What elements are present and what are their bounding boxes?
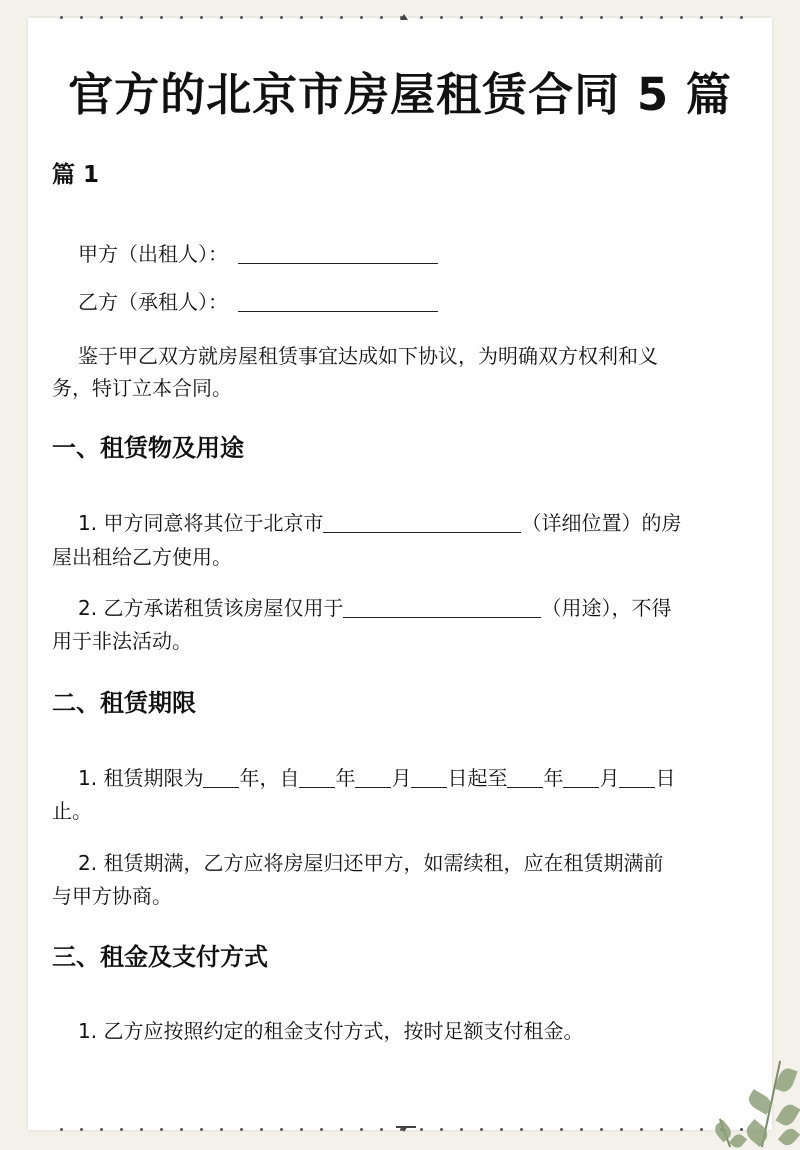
party-a-label: 甲方（出租人）： (78, 242, 228, 266)
s2-text-e: 日起至 (447, 766, 508, 790)
border-dot (460, 16, 463, 19)
border-dot (280, 16, 283, 19)
border-dot (580, 16, 583, 19)
section-1-heading: 一、租赁物及用途 (52, 434, 244, 462)
border-dot (600, 16, 603, 19)
border-dot (740, 16, 743, 19)
party-b-label: 乙方（承租人）： (78, 290, 228, 314)
border-dot (600, 1128, 603, 1131)
border-dot (60, 16, 63, 19)
border-dot (500, 16, 503, 19)
section-3-heading: 三、租金及支付方式 (52, 943, 268, 971)
usage-blank (343, 595, 541, 618)
start-month-blank (355, 765, 391, 788)
border-dot (660, 1128, 663, 1131)
s1-item2-suffix: （用途），不得 (541, 596, 672, 620)
chapter-heading: 篇 1 (52, 162, 100, 188)
border-dot (520, 1128, 523, 1131)
border-dot (380, 1128, 383, 1131)
years-blank (203, 765, 239, 788)
border-dot (60, 1128, 63, 1131)
document-title: 官方的北京市房屋租赁合同 5 篇 (68, 68, 732, 121)
border-dot (440, 1128, 443, 1131)
s1-item1-line1 (52, 505, 778, 541)
s2-item2-line2: 与甲方协商。 (52, 884, 172, 908)
s1-item2-prefix: 2. 乙方承诺租赁该房屋仅用于 (78, 596, 344, 620)
border-dot (240, 16, 243, 19)
s2-text-d: 月 (391, 766, 412, 790)
border-dot (220, 1128, 223, 1131)
border-dot (260, 16, 263, 19)
s2-text-g: 月 (599, 766, 620, 790)
location-blank (323, 510, 521, 533)
s1-item2-line2: 用于非法活动。 (52, 629, 192, 653)
border-marker (400, 14, 408, 20)
border-dot (420, 16, 423, 19)
border-dot (120, 1128, 123, 1131)
end-year-blank (507, 765, 543, 788)
s2-text-b: 年，自 (239, 766, 300, 790)
s1-item1-prefix: 1. 甲方同意将其位于北京市 (78, 511, 324, 535)
border-dot (80, 16, 83, 19)
border-dot (100, 16, 103, 19)
s3-item1: 1. 乙方应按照约定的租金支付方式，按时足额支付租金。 (78, 1019, 584, 1043)
party-a-line (52, 236, 778, 272)
page-footer-mark (396, 1126, 416, 1128)
s2-item1-line2: 止。 (52, 799, 92, 823)
border-dot (320, 1128, 323, 1131)
border-dot (380, 16, 383, 19)
border-dot (220, 16, 223, 19)
border-dot (180, 16, 183, 19)
border-dot (700, 16, 703, 19)
bottom-dotted-border (60, 1128, 760, 1134)
border-dot (460, 1128, 463, 1131)
border-dot (80, 1128, 83, 1131)
border-dot (720, 16, 723, 19)
intro-line-1: 鉴于甲乙双方就房屋租赁事宜达成如下协议，为明确双方权利和义 (78, 344, 658, 368)
end-month-blank (563, 765, 599, 788)
intro-line-2: 务，特订立本合同。 (52, 376, 232, 400)
border-dot (160, 1128, 163, 1131)
party-a-blank (238, 241, 438, 264)
border-dot (640, 1128, 643, 1131)
border-dot (320, 16, 323, 19)
border-dot (620, 16, 623, 19)
border-dot (340, 1128, 343, 1131)
border-dot (540, 16, 543, 19)
start-day-blank (411, 765, 447, 788)
top-dotted-border (60, 16, 760, 22)
party-b-line (52, 284, 778, 320)
border-dot (560, 16, 563, 19)
border-dot (300, 16, 303, 19)
border-dot (260, 1128, 263, 1131)
party-b-blank (238, 289, 438, 312)
s2-text-c: 年 (335, 766, 356, 790)
s2-text-f: 年 (543, 766, 564, 790)
border-dot (440, 16, 443, 19)
border-dot (620, 1128, 623, 1131)
border-dot (140, 16, 143, 19)
border-dot (680, 16, 683, 19)
border-dot (560, 1128, 563, 1131)
start-year-blank (299, 765, 335, 788)
border-dot (520, 16, 523, 19)
border-dot (360, 16, 363, 19)
border-dot (140, 1128, 143, 1131)
s2-item2-line1: 2. 租赁期满，乙方应将房屋归还甲方，如需续租，应在租赁期满前 (78, 851, 664, 875)
section-2-heading: 二、租赁期限 (52, 689, 196, 717)
border-dot (340, 16, 343, 19)
s1-item1-suffix: （详细位置）的房 (521, 511, 682, 535)
border-dot (180, 1128, 183, 1131)
border-dot (360, 1128, 363, 1131)
border-dot (200, 1128, 203, 1131)
border-dot (300, 1128, 303, 1131)
border-dot (580, 1128, 583, 1131)
s2-text-h: 日 (655, 766, 676, 790)
border-dot (500, 1128, 503, 1131)
border-dot (420, 1128, 423, 1131)
s2-text-a: 1. 租赁期限为 (78, 766, 204, 790)
border-dot (640, 16, 643, 19)
border-dot (540, 1128, 543, 1131)
border-dot (280, 1128, 283, 1131)
border-dot (240, 1128, 243, 1131)
s1-item1-line2: 屋出租给乙方使用。 (52, 545, 232, 569)
s1-item2-line1 (52, 590, 778, 626)
border-dot (160, 16, 163, 19)
border-dot (100, 1128, 103, 1131)
border-dot (680, 1128, 683, 1131)
border-dot (480, 1128, 483, 1131)
border-dot (120, 16, 123, 19)
border-dot (700, 1128, 703, 1131)
border-dot (660, 16, 663, 19)
border-dot (480, 16, 483, 19)
s2-item1-line1 (52, 760, 778, 796)
end-day-blank (619, 765, 655, 788)
border-dot (740, 1128, 743, 1131)
border-dot (200, 16, 203, 19)
